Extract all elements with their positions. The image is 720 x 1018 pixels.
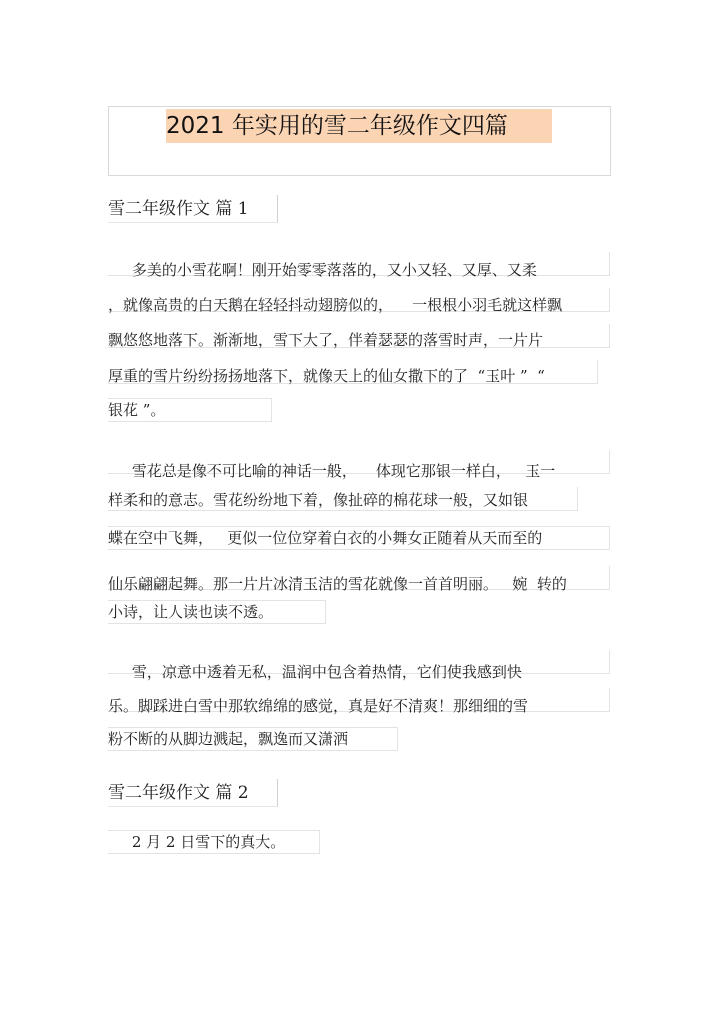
section-heading-1: 雪二年级作文 篇 1	[108, 195, 278, 223]
document-title: 2021 年实用的雪二年级作文四篇	[166, 109, 552, 143]
paragraph-line: 粉不断的从脚边溅起，飘逸而又潇洒	[108, 730, 349, 748]
paragraph-line: 小诗，让人读也读不透。	[108, 603, 274, 621]
paragraph-line: 飘悠悠地落下。渐渐地，雪下大了，伴着瑟瑟的落雪时声，一片片	[108, 331, 544, 349]
paragraph-line: 蝶在空中飞舞， 更似一位位穿着白衣的小舞女正随着从天而至的	[108, 529, 543, 547]
paragraph-line: 乐。脚踩进白雪中那软绵绵的感觉，真是好不清爽！那细细的雪	[108, 697, 529, 715]
paragraph-line: 仙乐翩翩起舞。那一片片冰清玉洁的雪花就像一首首明丽。 婉 转的	[108, 575, 567, 593]
section-heading-2: 雪二年级作文 篇 2	[108, 779, 278, 807]
paragraph-line: 样柔和的意志。雪花纷纷地下着，像扯碎的棉花球一般，又如银	[108, 491, 529, 509]
paragraph-line: 厚重的雪片纷纷扬扬地落下，就像天上的仙女撒下的了 “玉叶 ” “	[108, 367, 545, 385]
paragraph-line: 2 月 2 日雪下的真大。	[108, 833, 286, 851]
paragraph-line: 多美的小雪花啊！刚开始零零落落的，又小又轻、又厚、又柔	[108, 261, 537, 279]
paragraph-line: 雪花总是像不可比喻的神话一般， 体现它那银一样白， 玉一	[108, 462, 556, 480]
paragraph-line: ，就像高贵的白天鹅在轻轻抖动翅膀似的， 一根根小羽毛就这样飘	[108, 296, 563, 314]
paragraph-line: 银花 ”。	[108, 401, 166, 419]
paragraph-line: 雪，凉意中透着无私，温润中包含着热情，它们使我感到快	[108, 663, 522, 681]
